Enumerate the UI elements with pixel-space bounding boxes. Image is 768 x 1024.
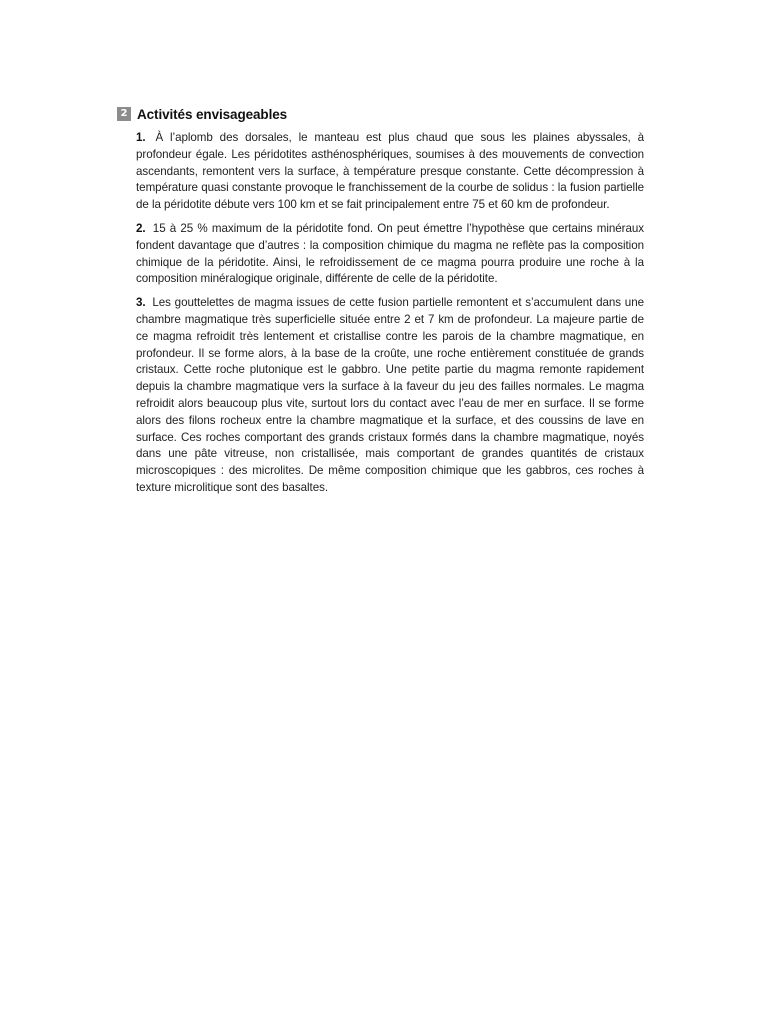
paragraph-item-3 [136, 295, 644, 497]
item-text: 15 à 25 % maximum de la péridotite fond. On peut émettre l’hypothèse que certains minéraux fondent davantage que d’autres : la composition chimique du magma ne reflète pas la composition chimique de la péridotite. Ainsi, le refroidissement de ce magma pourra produire une roche à la composition minéralogique originale, différente de celle de la péridotite. [136, 221, 644, 286]
item-text: Les gouttelettes de magma issues de cette fusion partielle remontent et s’accumulent dans une chambre magmatique très superficielle située entre 2 et 7 km de profondeur. La majeure partie de ce magma refroidit très lentement et cristallise contre les parois de la chambre magmatique, en profondeur. Il se forme alors, à la base de la croûte, une roche entièrement constituée de grands cristaux. Cette roche plutonique est le gabbro. Une petite partie du magma remonte rapidement depuis la chambre magmatique vers la surface à la faveur du jeu des failles normales. Le magma refroidit alors beaucoup plus vite, surtout lors du contact avec l’eau de mer en surface. Il se forme alors des filons rocheux entre la chambre magmatique et la surface, et des coussins de lave en surface. Ces roches comportant des grands cristaux formés dans la chambre magmatique, noyés dans une pâte vitreuse, non cristallisée, mais comportant de grandes quantités de cristaux microscopiques : des microlites. De même composition chimique que les gabbros, ces roches à texture microlitique sont des basaltes. [136, 296, 644, 494]
section-header [117, 104, 644, 124]
activities-section [117, 104, 644, 504]
item-number: 2. [136, 221, 146, 235]
item-text: À l’aplomb des dorsales, le manteau est plus chaud que sous les plaines abyssales, à profondeur égale. Les péridotites asthénosphériques, soumises à des mouvements de convection ascendants, remontent vers la surface, à température presque constante. Cette décompression à température quasi constante provoque le franchissement de la courbe de solidus : la fusion partielle de la péridotite débute vers 100 km et se fait principalement entre 75 et 60 km de profondeur. [136, 131, 645, 212]
item-number: 1. [136, 131, 146, 144]
section-number-badge: 2 [117, 107, 131, 121]
section-title: Activités envisageables [137, 106, 288, 122]
paragraph-item-2 [136, 221, 644, 288]
item-number: 3. [136, 296, 146, 310]
paragraph-item-1 [136, 130, 644, 214]
